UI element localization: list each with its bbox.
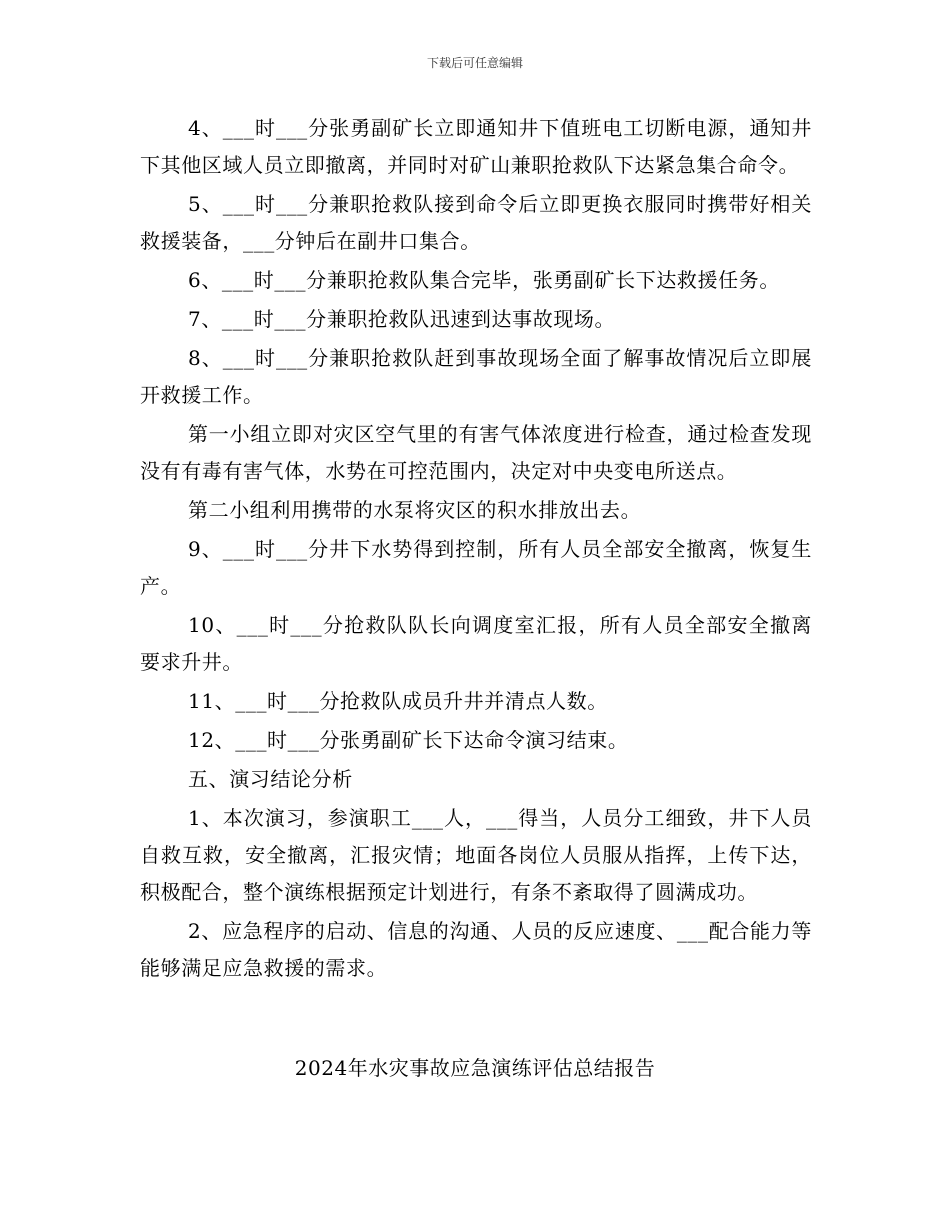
step-8-paragraph: 8、___时___分兼职抢救队赶到事故现场全面了解事故情况后立即展开救援工作。 <box>140 346 812 407</box>
step-5-paragraph: 5、___时___分兼职抢救队接到命令后立即更换衣服同时携带好相关救援装备，___分钟后在副井口集合。 <box>140 192 812 253</box>
step-4-paragraph: 4、___时___分张勇副矿长立即通知井下值班电工切断电源，通知井下其他区域人员立即撤离，并同时对矿山兼职抢救队下达紧急集合命令。 <box>140 116 812 177</box>
step-6-paragraph: 6、___时___分兼职抢救队集合完毕，张勇副矿长下达救援任务。 <box>188 268 780 292</box>
step-12-paragraph: 12、___时___分张勇副矿长下达命令演习结束。 <box>188 728 629 752</box>
document-body <box>140 110 812 989</box>
conclusion-2-paragraph: 2、应急程序的启动、信息的沟通、人员的反应速度、___配合能力等能够满足应急救援的需求。 <box>140 919 812 980</box>
step-10-paragraph: 10、___时___分抢救队队长向调度室汇报，所有人员全部安全撤离要求升井。 <box>140 613 812 674</box>
step-7-paragraph: 7、___时___分兼职抢救队迅速到达事故现场。 <box>188 307 616 331</box>
step-11-paragraph: 11、___时___分抢救队成员升井并清点人数。 <box>188 689 608 713</box>
step-9-paragraph: 9、___时___分井下水势得到控制，所有人员全部安全撤离，恢复生产。 <box>140 537 812 598</box>
report-title: 2024年水灾事故应急演练评估总结报告 <box>294 1056 656 1080</box>
group-1-paragraph: 第一小组立即对灾区空气里的有害气体浓度进行检查，通过检查发现没有有毒有害气体，水势在可控范围内，决定对中央变电所送点。 <box>140 422 812 483</box>
section-5-heading: 五、演习结论分析 <box>188 767 353 791</box>
conclusion-1-paragraph: 1、本次演习，参演职工___人，___得当，人员分工细致，井下人员自救互救，安全撤离，汇报灾情；地面各岗位人员服从指挥，上传下达，积极配合，整个演练根据预定计划进行，有条不紊取得了圆满成功。 <box>140 806 812 904</box>
group-2-paragraph: 第二小组利用携带的水泵将灾区的积水排放出去。 <box>188 498 642 522</box>
page-header: 下载后可任意编辑 <box>426 56 523 70</box>
